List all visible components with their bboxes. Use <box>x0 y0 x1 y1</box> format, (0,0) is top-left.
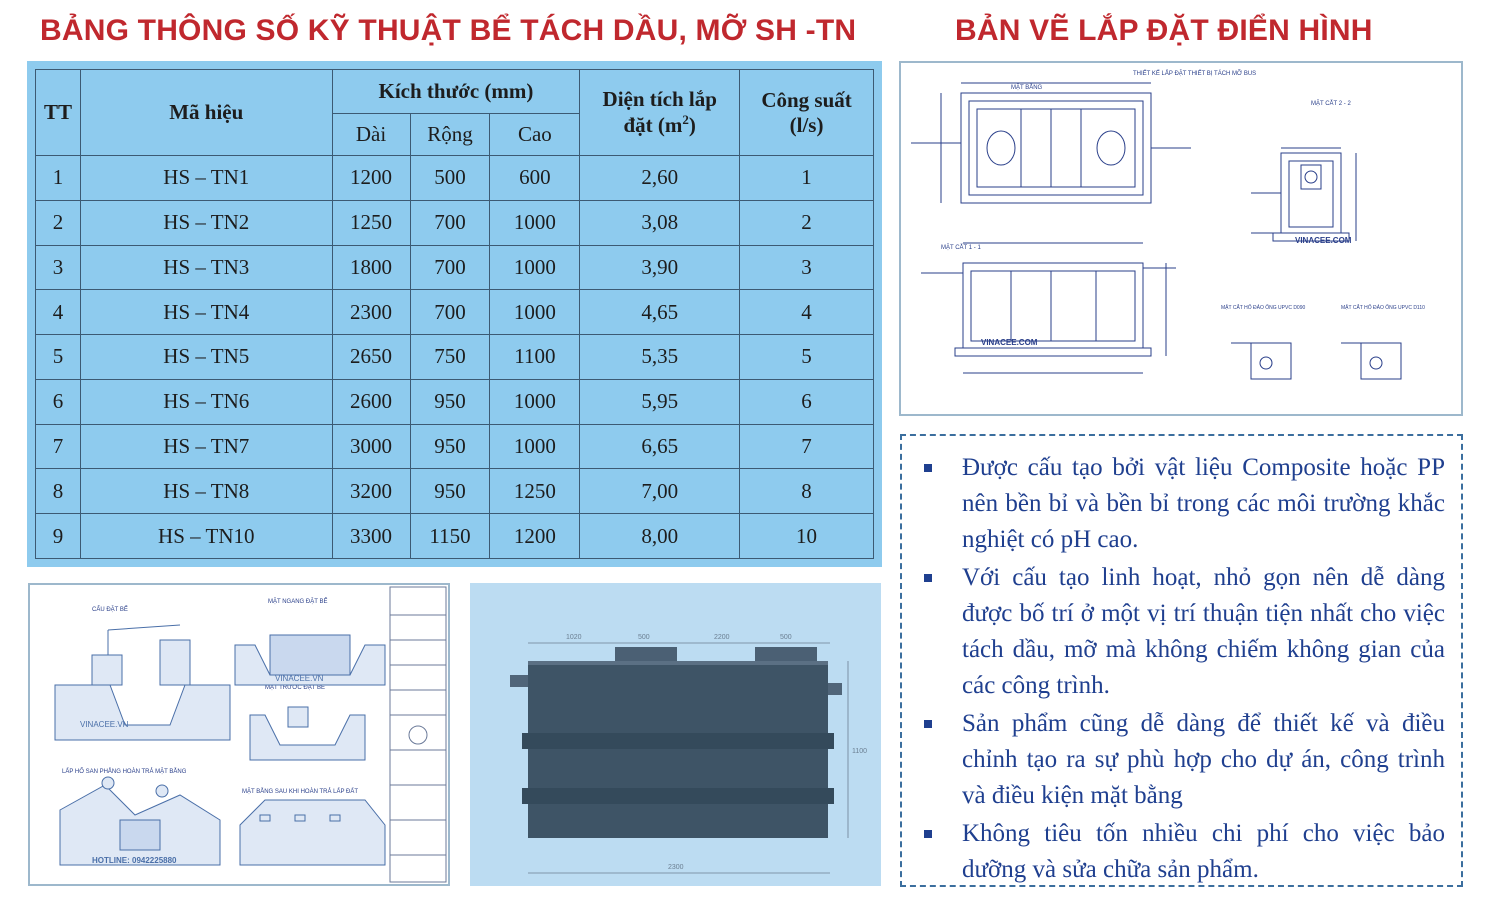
table-row <box>36 469 874 514</box>
section11-view <box>921 243 1176 373</box>
cell-height: 1100 <box>490 335 580 380</box>
cell-height: 1000 <box>490 424 580 469</box>
cell-model: HS – TN7 <box>80 424 332 469</box>
feature-text: Sản phẩm cũng dễ dàng để thiết kế và điều chỉnh tạo ra sự phù hợp cho dự án, công trình và điều kiện mặt bằng <box>962 710 1445 809</box>
header-area-line1: Diện tích lắp <box>602 87 717 111</box>
header-size: Kích thước (mm) <box>332 70 580 114</box>
cell-capacity: 7 <box>740 424 874 469</box>
cell-length: 1200 <box>332 156 410 201</box>
cell-length: 3200 <box>332 469 410 514</box>
table-row <box>36 245 874 290</box>
after-backfill-sketch <box>240 800 385 865</box>
spec-table-body <box>36 156 874 559</box>
feature-item <box>918 816 1445 888</box>
cell-length: 1250 <box>332 200 410 245</box>
backfill-sketch <box>60 777 220 865</box>
installation-drawing-svg <box>901 63 1461 414</box>
square-bullet-icon <box>924 720 932 728</box>
cell-height: 1200 <box>490 514 580 559</box>
cell-tt: 4 <box>36 290 81 335</box>
feature-list <box>918 450 1445 888</box>
cell-model: HS – TN2 <box>80 200 332 245</box>
cell-area: 5,35 <box>580 335 740 380</box>
feature-text: Không tiêu tốn nhiều chi phí cho việc bảo dưỡng và sửa chữa sản phẩm. <box>962 820 1445 883</box>
cell-width: 700 <box>410 290 490 335</box>
spec-table <box>35 69 874 559</box>
installation-drawing <box>899 61 1463 416</box>
spec-table-panel <box>27 61 882 567</box>
cell-area: 8,00 <box>580 514 740 559</box>
cell-width: 500 <box>410 156 490 201</box>
cell-tt: 5 <box>36 335 81 380</box>
cell-area: 5,95 <box>580 379 740 424</box>
cell-tt: 7 <box>36 424 81 469</box>
cell-capacity: 3 <box>740 245 874 290</box>
header-width: Rộng <box>410 114 490 156</box>
cell-capacity: 6 <box>740 379 874 424</box>
tank-model-view <box>470 583 881 886</box>
hotline: HOTLINE: 0942225880 <box>92 856 177 865</box>
table-row <box>36 335 874 380</box>
pipe2-label: MẶT CẮT HỐ ĐẢO ỐNG UPVC D110 <box>1341 305 1425 311</box>
cell-height: 1000 <box>490 379 580 424</box>
sheet-title: THIẾT KẾ LẮP ĐẶT THIẾT BỊ TÁCH MỠ BUS <box>1133 71 1257 77</box>
feature-panel <box>900 434 1463 887</box>
section22-view <box>1251 148 1356 241</box>
dim-3: 2200 <box>714 634 730 641</box>
section22-label: MẶT CẮT 2 - 2 <box>1311 101 1351 107</box>
dim-height: 1100 <box>852 748 868 755</box>
cell-height: 1000 <box>490 245 580 290</box>
cell-tt: 8 <box>36 469 81 514</box>
cell-length: 1800 <box>332 245 410 290</box>
pipe-details <box>1231 343 1401 379</box>
drawing-title: BẢN VẼ LẮP ĐẶT ĐIỂN HÌNH <box>955 14 1373 47</box>
step1-label: CẨU ĐẶT BỂ <box>92 607 128 613</box>
watermark-1: VINACEE.COM <box>1295 236 1352 245</box>
cell-width: 950 <box>410 379 490 424</box>
cell-tt: 2 <box>36 200 81 245</box>
cell-tt: 9 <box>36 514 81 559</box>
dim-2: 500 <box>638 634 650 641</box>
cell-model: HS – TN6 <box>80 379 332 424</box>
installation-steps-svg <box>30 585 448 884</box>
square-bullet-icon <box>924 464 932 472</box>
dim-1: 1020 <box>566 634 582 641</box>
cell-model: HS – TN8 <box>80 469 332 514</box>
cell-width: 750 <box>410 335 490 380</box>
plan-label: MẶT BẰNG <box>1011 85 1043 91</box>
cell-width: 1150 <box>410 514 490 559</box>
tank-model-svg <box>470 583 881 886</box>
table-row <box>36 156 874 201</box>
feature-text: Với cấu tạo linh hoạt, nhỏ gọn nên dễ dàng được bố trí ở một vị trí thuận tiện nhất cho việc tách dầu, mỡ mà không chiếm không gian của các công trình. <box>962 564 1445 699</box>
feature-item <box>918 706 1445 814</box>
tank-body <box>510 647 842 838</box>
header-tt: TT <box>36 70 81 156</box>
step2-label: MẶT NGANG ĐẶT BỂ <box>268 599 328 605</box>
cell-capacity: 4 <box>740 290 874 335</box>
cell-tt: 1 <box>36 156 81 201</box>
cell-capacity: 10 <box>740 514 874 559</box>
header-height: Cao <box>490 114 580 156</box>
feature-item <box>918 560 1445 704</box>
header-area <box>580 70 740 156</box>
cell-height: 1000 <box>490 200 580 245</box>
cell-width: 950 <box>410 469 490 514</box>
plan-view <box>911 83 1191 203</box>
square-bullet-icon <box>924 830 932 838</box>
header-capacity <box>740 70 874 156</box>
front-section-sketch <box>250 707 365 760</box>
cell-length: 2600 <box>332 379 410 424</box>
cell-area: 6,65 <box>580 424 740 469</box>
cell-width: 700 <box>410 245 490 290</box>
header-capacity-line2: (l/s) <box>789 112 824 137</box>
cell-capacity: 2 <box>740 200 874 245</box>
header-capacity-line1: Công suất <box>761 87 852 112</box>
cell-height: 1000 <box>490 290 580 335</box>
cell-length: 2300 <box>332 290 410 335</box>
square-bullet-icon <box>924 574 932 582</box>
cell-model: HS – TN4 <box>80 290 332 335</box>
cell-length: 2650 <box>332 335 410 380</box>
cell-length: 3000 <box>332 424 410 469</box>
cell-model: HS – TN1 <box>80 156 332 201</box>
cell-capacity: 8 <box>740 469 874 514</box>
cell-model: HS – TN5 <box>80 335 332 380</box>
step3-label: MẶT TRƯỚC ĐẶT BỂ <box>265 685 325 691</box>
cell-area: 4,65 <box>580 290 740 335</box>
section11-label: MẶT CẮT 1 - 1 <box>941 245 981 251</box>
dim-4: 500 <box>780 634 792 641</box>
table-row <box>36 290 874 335</box>
cell-area: 2,60 <box>580 156 740 201</box>
table-row <box>36 424 874 469</box>
cell-model: HS – TN10 <box>80 514 332 559</box>
cell-tt: 6 <box>36 379 81 424</box>
header-length: Dài <box>332 114 410 156</box>
cell-area: 7,00 <box>580 469 740 514</box>
cell-model: HS – TN3 <box>80 245 332 290</box>
table-row <box>36 514 874 559</box>
table-row <box>36 379 874 424</box>
feature-text: Được cấu tạo bởi vật liệu Composite hoặc PP nên bền bỉ và bền bỉ trong các môi trường khắc nghiệt có pH cao. <box>962 454 1445 553</box>
feature-item <box>918 450 1445 558</box>
cell-length: 3300 <box>332 514 410 559</box>
header-model: Mã hiệu <box>80 70 332 156</box>
cell-area: 3,08 <box>580 200 740 245</box>
table-title: BẢNG THÔNG SỐ KỸ THUẬT BỂ TÁCH DẦU, MỠ SH -TN <box>40 14 857 47</box>
cell-capacity: 1 <box>740 156 874 201</box>
title-block <box>390 587 446 882</box>
brand-2: VINACEE.VN <box>275 674 324 683</box>
cell-area: 3,90 <box>580 245 740 290</box>
cell-tt: 3 <box>36 245 81 290</box>
installation-steps-sheet <box>28 583 450 886</box>
brand-1: VINACEE.VN <box>80 720 129 729</box>
cell-height: 600 <box>490 156 580 201</box>
header-area-line2: đặt $(m^2)$ <box>623 112 696 137</box>
cell-width: 950 <box>410 424 490 469</box>
step5-label: MẶT BẰNG SAU KHI HOÀN TRẢ LẤP ĐẤT <box>242 789 359 795</box>
dim-total: 2300 <box>668 864 684 871</box>
cell-capacity: 5 <box>740 335 874 380</box>
step4-label: LẤP HỐ SAN PHẲNG HOÀN TRẢ MẶT BẰNG <box>62 769 187 775</box>
cell-width: 700 <box>410 200 490 245</box>
cell-height: 1250 <box>490 469 580 514</box>
table-row <box>36 200 874 245</box>
watermark-2: VINACEE.COM <box>981 338 1038 347</box>
pipe1-label: MẶT CẮT HỐ ĐẢO ỐNG UPVC D090 <box>1221 305 1306 311</box>
